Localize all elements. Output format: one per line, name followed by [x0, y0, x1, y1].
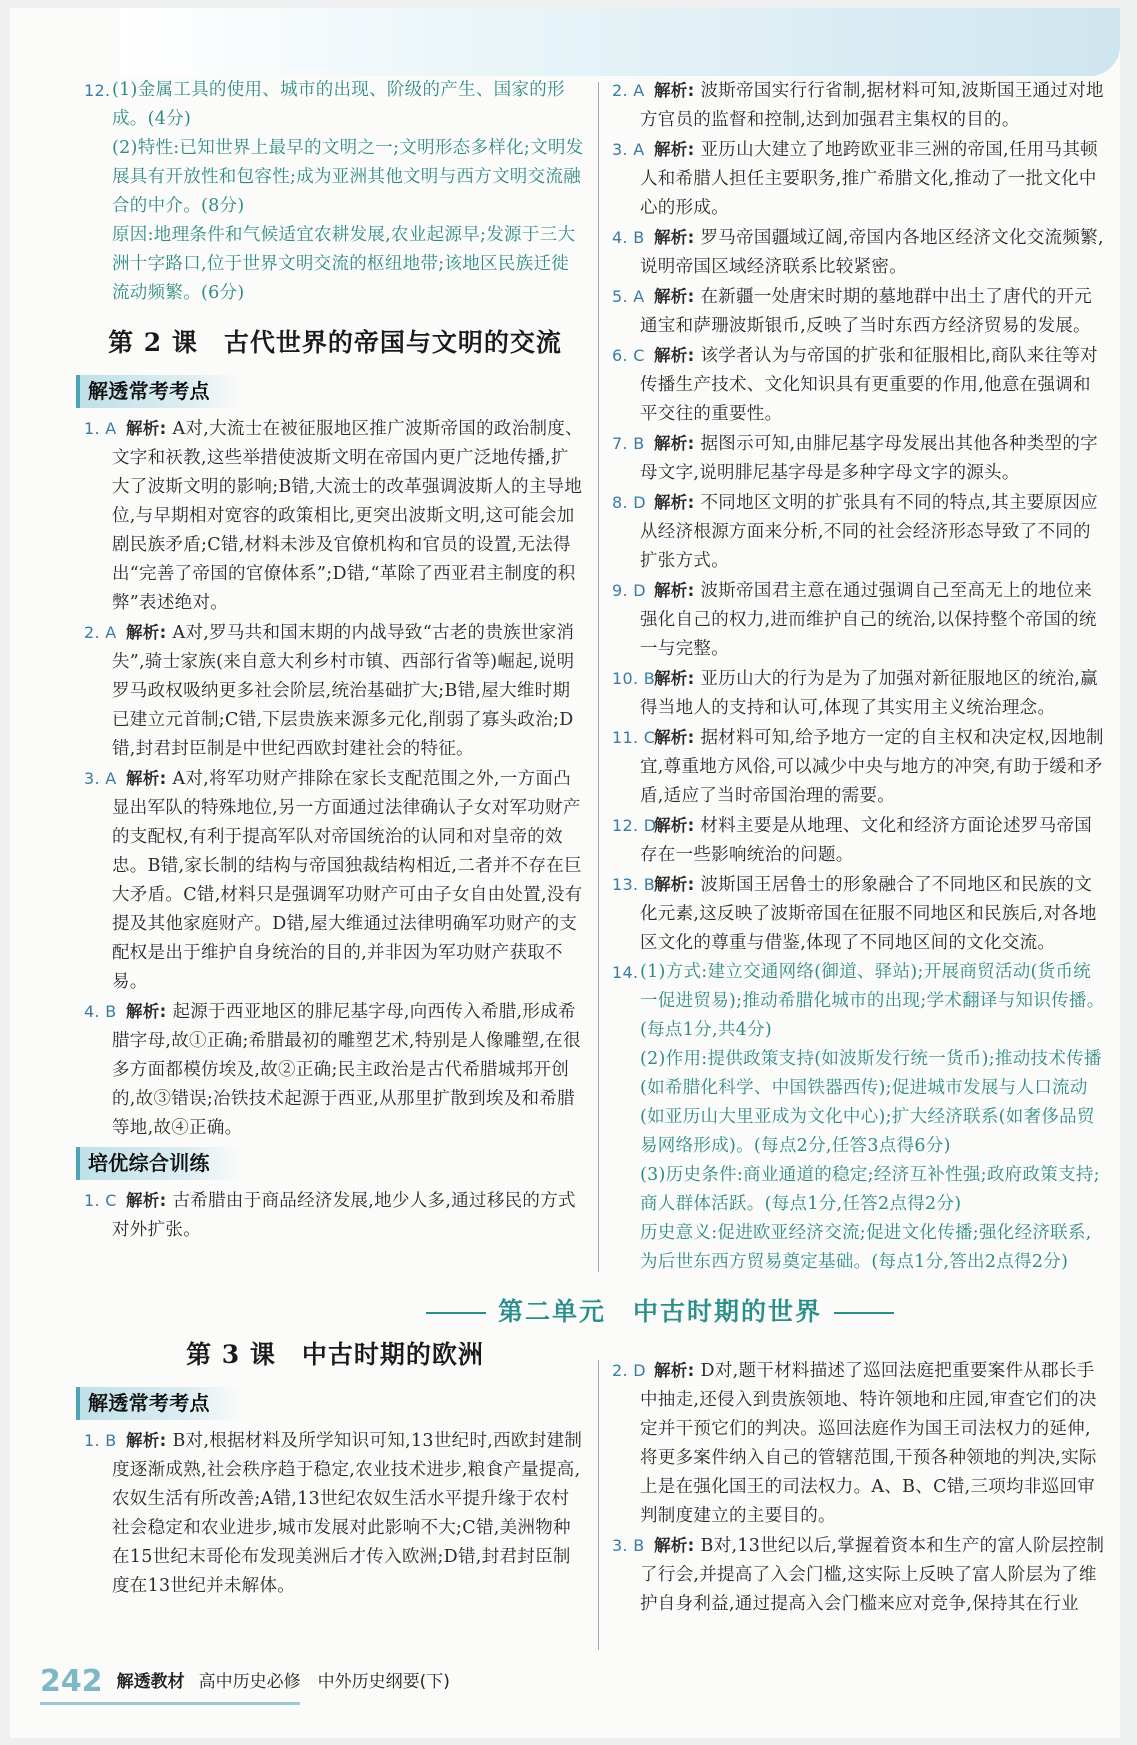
- question-number: 14.: [612, 963, 639, 982]
- header-tab-bar: [120, 8, 1120, 76]
- answer-item: [612, 1356, 1106, 1531]
- answer-item: [84, 1426, 586, 1601]
- right-column-top: [612, 76, 1106, 1277]
- analysis-text: D对,题干材料描述了巡回法庭把重要案件从郡长手中抽走,还侵入到贵族领地、特许领地和庄园,审查它们的决定并干预它们的判决。巡回法庭作为国王司法权力的延伸,将更多案件纳入自己的管辖范围,干预各种领地的判决,实际上是在强化国王的司法权力。A、B、C错,三项均非巡回审判制度建立的主要目的。: [640, 1361, 1097, 1526]
- analysis-label: 解析:: [126, 1191, 167, 1210]
- analysis-label: 解析:: [654, 669, 695, 688]
- unit-title: 第二单元 中古时期的世界: [497, 1297, 822, 1326]
- analysis-text: 在新疆一处唐宋时期的墓地群中出土了唐代的开元通宝和萨珊波斯银币,反映了当时东西方经济贸易的发展。: [640, 287, 1093, 336]
- analysis-text: B对,13世纪以后,掌握着资本和生产的富人阶层控制了行会,并提高了入会门槛,这实际上反映了富人阶层为了维护自身利益,通过提高入会门槛来应对竞争,保持其在行业: [640, 1536, 1105, 1614]
- analysis-label: 解析:: [654, 434, 695, 453]
- answer-item: [612, 870, 1106, 958]
- analysis-label: 解析:: [126, 1431, 167, 1450]
- column-divider: [598, 82, 599, 1272]
- column-divider: [598, 1360, 599, 1650]
- answer-item: [612, 488, 1106, 576]
- answer-number: 4. B: [84, 1002, 117, 1021]
- brand-name: 解透教材: [116, 1672, 185, 1692]
- answer-item: [84, 618, 586, 764]
- answer-item: [612, 223, 1106, 282]
- analysis-label: 解析:: [654, 287, 695, 306]
- section-label: 培优综合训练: [76, 1147, 240, 1180]
- analysis-text: A对,罗马共和国末期的内战导致“古老的贵族世家消失”,骑士家族(来自意大利乡村市镇、西部行省等)崛起,说明罗马政权吸纳更多社会阶层,统治基础扩大;B错,屋大维时期已建立元首制;C错,下层贵族来源多元化,削弱了寡头政治;D错,封君封臣制是中世纪西欧封建社会的特征。: [112, 623, 575, 759]
- analysis-label: 解析:: [654, 875, 695, 894]
- analysis-label: 解析:: [654, 346, 695, 365]
- banner-rule: [834, 1312, 894, 1314]
- answer-part: (2)作用:提供政策支持(如波斯发行统一货币);推动技术传播(如希腊化科学、中国铁器西传);促进城市发展与人口流动(如亚历山大里亚成为文化中心);扩大经济联系(如奢侈品贸易网络形成)。(每点2分,任答3点得6分): [640, 1049, 1102, 1156]
- analysis-label: 解析:: [654, 1361, 695, 1380]
- answer-part: (2)特性:已知世界上最早的文明之一;文明形态多样化;文明发展具有开放性和包容性;成为亚洲其他文明与西方文明交流融合的中介。(8分): [112, 138, 584, 216]
- left-column-bottom: [84, 1330, 586, 1601]
- analysis-text: 据图示可知,由腓尼基字母发展出其他各种类型的字母文字,说明腓尼基字母是多种字母文字的源头。: [640, 434, 1098, 483]
- analysis-text: A对,大流士在被征服地区推广波斯帝国的政治制度、文字和祆教,这些举措使波斯文明在帝国内更广泛地传播,扩大了波斯文明的影响;B错,大流士的改革强调波斯人的主导地位,与早期相对宽容的政策相比,更突出波斯文明,这可能会加剧民族矛盾;C错,材料未涉及官僚机构和官员的设置,无法得出“完善了帝国的官僚体系”;D错,“革除了西亚君主制度的积弊”表述绝对。: [112, 419, 583, 613]
- answer-item: [612, 723, 1106, 811]
- analysis-text: 罗马帝国疆域辽阔,帝国内各地区经济文化交流频繁,说明帝国区域经济联系比较紧密。: [640, 228, 1104, 277]
- analysis-text: 古希腊由于商品经济发展,地少人多,通过移民的方式对外扩张。: [112, 1191, 576, 1240]
- answer-item: [84, 1186, 586, 1245]
- answer-item: [612, 429, 1106, 488]
- analysis-label: 解析:: [126, 419, 167, 438]
- right-column-bottom: [612, 1356, 1106, 1619]
- answer-item: [84, 414, 586, 618]
- analysis-label: 解析:: [654, 493, 695, 512]
- answer-item: [612, 811, 1106, 870]
- analysis-label: 解析:: [654, 581, 695, 600]
- analysis-text: B对,根据材料及所学知识可知,13世纪时,西欧封建制度逐渐成熟,社会秩序趋于稳定,农业技术进步,粮食产量提高,农奴生活有所改善;A错,13世纪农奴生活水平提升缘于农村社会稳定和农业进步,城市发展对此影响不大;C错,美洲物种在15世纪末哥伦布发现美洲后才传入欧洲;D错,封君封臣制度在13世纪并未解体。: [112, 1431, 583, 1596]
- question-number: 12.: [84, 81, 111, 100]
- answer-number: 11. C: [612, 728, 656, 747]
- answer-item: [612, 76, 1106, 135]
- analysis-text: 波斯帝国实行行省制,据材料可知,波斯国王通过对地方官员的监督和控制,达到加强君主集权的目的。: [640, 81, 1104, 130]
- lesson-title: 第 3 课 中古时期的欧洲: [186, 1340, 484, 1369]
- answer-number: 3. A: [612, 140, 645, 159]
- answer-part: 历史意义:促进欧亚经济交流;促进文化传播;强化经济联系,为后世东西方贸易奠定基础。(每点1分,答出2点得2分): [640, 1223, 1092, 1272]
- answer-item: [84, 997, 586, 1143]
- analysis-text: 据材料可知,给予地方一定的自主权和决定权,因地制宜,尊重地方风俗,可以减少中央与地方的冲突,有助于缓和矛盾,适应了当时帝国治理的需要。: [640, 728, 1104, 806]
- answer-part: 原因:地理条件和气候适宜农耕发展,农业起源早;发源于三大洲十字路口,位于世界文明交流的枢纽地带;该地区民族迁徙流动频繁。(6分): [112, 225, 576, 303]
- lesson-title: 第 2 课 古代世界的帝国与文明的交流: [108, 328, 562, 357]
- answer-number: 3. B: [612, 1536, 645, 1555]
- answer-number: 1. C: [84, 1191, 117, 1210]
- answer-part: (1)方式:建立交通网络(御道、驿站);开展商贸活动(货币统一促进贸易);推动希腊化城市的出现;学术翻译与知识传播。(每点1分,共4分): [640, 962, 1105, 1040]
- banner-rule: [426, 1312, 486, 1314]
- unit-banner: [400, 1292, 920, 1328]
- page-number: 242: [40, 1664, 103, 1699]
- left-column-top: [84, 76, 586, 1245]
- answer-number: 6. C: [612, 346, 645, 365]
- answer-number: 10. B: [612, 669, 656, 688]
- analysis-text: 不同地区文明的扩张具有不同的特点,其主要原因应从经济根源方面来分析,不同的社会经济形态导致了不同的扩张方式。: [640, 493, 1098, 571]
- answer-item: [612, 576, 1106, 664]
- answer-number: 8. D: [612, 493, 646, 512]
- answer-number: 1. A: [84, 419, 117, 438]
- analysis-text: 亚历山大建立了地跨欧亚非三洲的帝国,任用马其顿人和希腊人担任主要职务,推广希腊文化,推动了一批文化中心的形成。: [640, 140, 1098, 218]
- answer-number: 2. A: [612, 81, 645, 100]
- answer-item: [612, 282, 1106, 341]
- analysis-label: 解析:: [126, 623, 167, 642]
- page-footer: [40, 1664, 450, 1699]
- answer-number: 5. A: [612, 287, 645, 306]
- analysis-label: 解析:: [654, 228, 695, 247]
- answer-number: 12. D: [612, 816, 657, 835]
- question-14: [612, 958, 1106, 1277]
- analysis-text: A对,将军功财产排除在家长支配范围之外,一方面凸显出军队的特殊地位,另一方面通过法律确认子女对军功财产的支配权,有利于提高军队对帝国统治的认同和对皇帝的效忠。B错,家长制的结构与帝国独裁结构相近,二者并不存在巨大矛盾。C错,材料只是强调军功财产可由子女自由处置,没有提及其他家庭财产。D错,屋大维通过法律明确军功财产的支配权是出于维护自身统治的目的,并非因为军功财产获取不易。: [112, 769, 583, 992]
- answer-number: 2. A: [84, 623, 117, 642]
- answer-number: 1. B: [84, 1431, 117, 1450]
- analysis-label: 解析:: [654, 1536, 695, 1555]
- answer-number: 3. A: [84, 769, 117, 788]
- answer-number: 9. D: [612, 581, 646, 600]
- footer-rule: [40, 1702, 300, 1705]
- analysis-label: 解析:: [654, 816, 695, 835]
- answer-number: 7. B: [612, 434, 645, 453]
- analysis-label: 解析:: [654, 81, 695, 100]
- analysis-label: 解析:: [126, 1002, 167, 1021]
- book-subject: 高中历史必修 中外历史纲要(下): [198, 1672, 450, 1692]
- answer-item: [612, 1531, 1106, 1619]
- analysis-text: 起源于西亚地区的腓尼基字母,向西传入希腊,形成希腊字母,故①正确;希腊最初的雕塑艺术,特别是人像雕塑,在很多方面都模仿埃及,故②正确;民主政治是古代希腊城邦开创的,故③错误;冶铁技术起源于西亚,从那里扩散到埃及和希腊等地,故④正确。: [112, 1002, 581, 1138]
- analysis-text: 波斯帝国君主意在通过强调自己至高无上的地位来强化自己的权力,进而维护自己的统治,以保持整个帝国的统一与完整。: [640, 581, 1097, 659]
- analysis-text: 波斯国王居鲁士的形象融合了不同地区和民族的文化元素,这反映了波斯帝国在征服不同地区和民族后,对各地区文化的尊重与借鉴,体现了不同地区间的文化交流。: [640, 875, 1097, 953]
- analysis-label: 解析:: [654, 140, 695, 159]
- analysis-label: 解析:: [126, 769, 167, 788]
- answer-item: [84, 764, 586, 997]
- answer-part: (3)历史条件:商业通道的稳定;经济互补性强;政府政策支持;商人群体活跃。(每点1分,任答2点得2分): [640, 1165, 1100, 1214]
- section-label: 解透常考考点: [76, 1387, 240, 1420]
- analysis-label: 解析:: [654, 728, 695, 747]
- analysis-text: 材料主要是从地理、文化和经济方面论述罗马帝国存在一些影响统治的问题。: [640, 816, 1093, 865]
- analysis-text: 亚历山大的行为是为了加强对新征服地区的统治,赢得当地人的支持和认可,体现了其实用主义统治理念。: [640, 669, 1098, 718]
- analysis-text: 该学者认为与帝国的扩张和征服相比,商队来往等对传播生产技术、文化知识具有更重要的作用,他意在强调和平交往的重要性。: [640, 346, 1098, 424]
- answer-number: 13. B: [612, 875, 656, 894]
- answer-number: 2. D: [612, 1361, 646, 1380]
- question-12: [84, 76, 586, 308]
- section-label: 解透常考考点: [76, 375, 240, 408]
- answer-item: [612, 664, 1106, 723]
- answer-number: 4. B: [612, 228, 645, 247]
- answer-item: [612, 135, 1106, 223]
- answer-part: (1)金属工具的使用、城市的出现、阶级的产生、国家的形成。(4分): [112, 80, 565, 129]
- answer-item: [612, 341, 1106, 429]
